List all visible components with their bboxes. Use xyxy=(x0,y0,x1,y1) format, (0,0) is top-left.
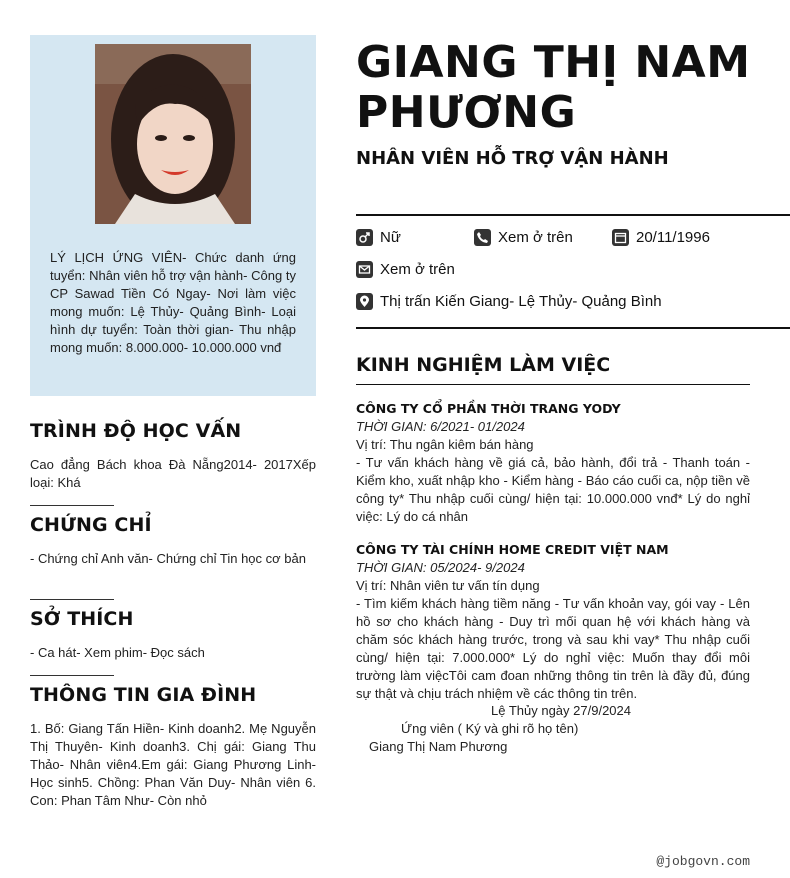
family-body: 1. Bố: Giang Tấn Hiền- Kinh doanh2. Mẹ Nguyễn Thị Thuyên- Kinh doanh3. Chị gái: Giang Thu Thảo- Nhân viên4.Em gái: Giang Phương Linh- Học sinh5. Chồng: Phan Văn Duy- Nhân viên 6. Con: Phan Tâm Như- Còn nhỏ xyxy=(30,721,316,808)
experience-title: KINH NGHIỆM LÀM VIỆC xyxy=(356,354,611,376)
gender-row xyxy=(356,229,401,246)
divider xyxy=(356,384,750,385)
gender-value: Nữ xyxy=(380,229,401,246)
certificates-title: CHỨNG CHỈ xyxy=(30,514,152,536)
profile-panel xyxy=(30,35,316,396)
job-entry xyxy=(356,400,750,526)
summary-text: LÝ LỊCH ỨNG VIÊN- Chức danh ứng tuyển: Nhân viên hỗ trợ vận hành- Công ty CP Sawad Tiền Có Ngay- Nơi làm việc mong muốn: Lệ Thủy- Quảng Bình- Loại hình dự tuyển: Toàn thời gian- Thu nhập mong muốn: 8.000.000- 10.000.000 vnđ xyxy=(50,250,296,355)
job-time: THỜI GIAN: 6/2021- 01/2024 xyxy=(356,419,525,434)
family-title: THÔNG TIN GIA ĐÌNH xyxy=(30,684,257,706)
signature-note: Ứng viên ( Ký và ghi rõ họ tên) xyxy=(401,721,579,736)
phone-icon xyxy=(474,229,491,246)
birthday-row xyxy=(612,229,710,246)
divider xyxy=(30,599,114,600)
education-title: TRÌNH ĐỘ HỌC VẤN xyxy=(30,420,242,442)
address-value: Thị trấn Kiến Giang- Lệ Thủy- Quảng Bình xyxy=(380,293,662,310)
certificates-body: - Chứng chỉ Anh văn- Chứng chỉ Tin học cơ bản xyxy=(30,551,306,566)
portrait-image xyxy=(95,44,251,224)
divider xyxy=(356,327,790,329)
mail-icon xyxy=(356,261,373,278)
watermark: @jobgovn.com xyxy=(656,854,750,869)
signature-place-date: Lệ Thủy ngày 27/9/2024 xyxy=(491,703,631,718)
email-row xyxy=(356,261,455,278)
phone-row xyxy=(474,229,573,246)
divider xyxy=(30,675,114,676)
profile-photo xyxy=(95,44,251,224)
education-body: Cao đẳng Bách khoa Đà Nẵng2014- 2017Xếp loại: Khá xyxy=(30,457,316,490)
candidate-role: NHÂN VIÊN HỖ TRỢ VẬN HÀNH xyxy=(356,148,669,169)
gender-icon xyxy=(356,229,373,246)
job-entry xyxy=(356,541,750,703)
address-row xyxy=(356,293,662,310)
divider xyxy=(356,214,790,216)
phone-value[interactable]: Xem ở trên xyxy=(498,229,573,246)
email-value[interactable]: Xem ở trên xyxy=(380,261,455,278)
job-position: Vị trí: Thu ngân kiêm bán hàng xyxy=(356,437,534,452)
calendar-icon xyxy=(612,229,629,246)
job-description: - Tư vấn khách hàng về giá cả, bảo hành, đổi trả - Thanh toán - Kiểm kho, xuất nhập kho - Kiểm hàng - Báo cáo cuối ca, nộp tiền về công ty* Thu nhập cuối cùng/ hiện tại: 10.000.000 vnđ* Lý do nghỉ việc: Lý do cá nhân xyxy=(356,455,750,524)
divider xyxy=(30,505,114,506)
hobbies-body: - Ca hát- Xem phim- Đọc sách xyxy=(30,645,205,660)
job-company: CÔNG TY CỔ PHẦN THỜI TRANG YODY xyxy=(356,401,621,416)
candidate-name: GIANG THỊ NAM PHƯƠNG xyxy=(356,37,751,138)
location-pin-icon xyxy=(356,293,373,310)
signature-name: Giang Thị Nam Phương xyxy=(369,739,508,754)
birthday-value: 20/11/1996 xyxy=(636,229,710,246)
job-company: CÔNG TY TÀI CHÍNH HOME CREDIT VIỆT NAM xyxy=(356,542,669,557)
job-description: - Tìm kiếm khách hàng tiềm năng - Tư vấn khoản vay, gói vay - Lên hồ sơ cho khách hàng - Duy trì mối quan hệ với khách hàng và chăm sóc khách hàng trước, trong và sau khi vay* Thu nhập cuối cùng/ hiện tại: 7.000.000* Lý do nghỉ việc: Muốn thay đổi môi trường làm việcTôi cam đoan những thông tin trên là đầy đủ, đúng sự thật và chịu trách nhiệm về các thông tin trên. xyxy=(356,596,750,701)
job-time: THỜI GIAN: 05/2024- 9/2024 xyxy=(356,560,525,575)
hobbies-title: SỞ THÍCH xyxy=(30,608,134,630)
job-position: Vị trí: Nhân viên tư vấn tín dụng xyxy=(356,578,540,593)
